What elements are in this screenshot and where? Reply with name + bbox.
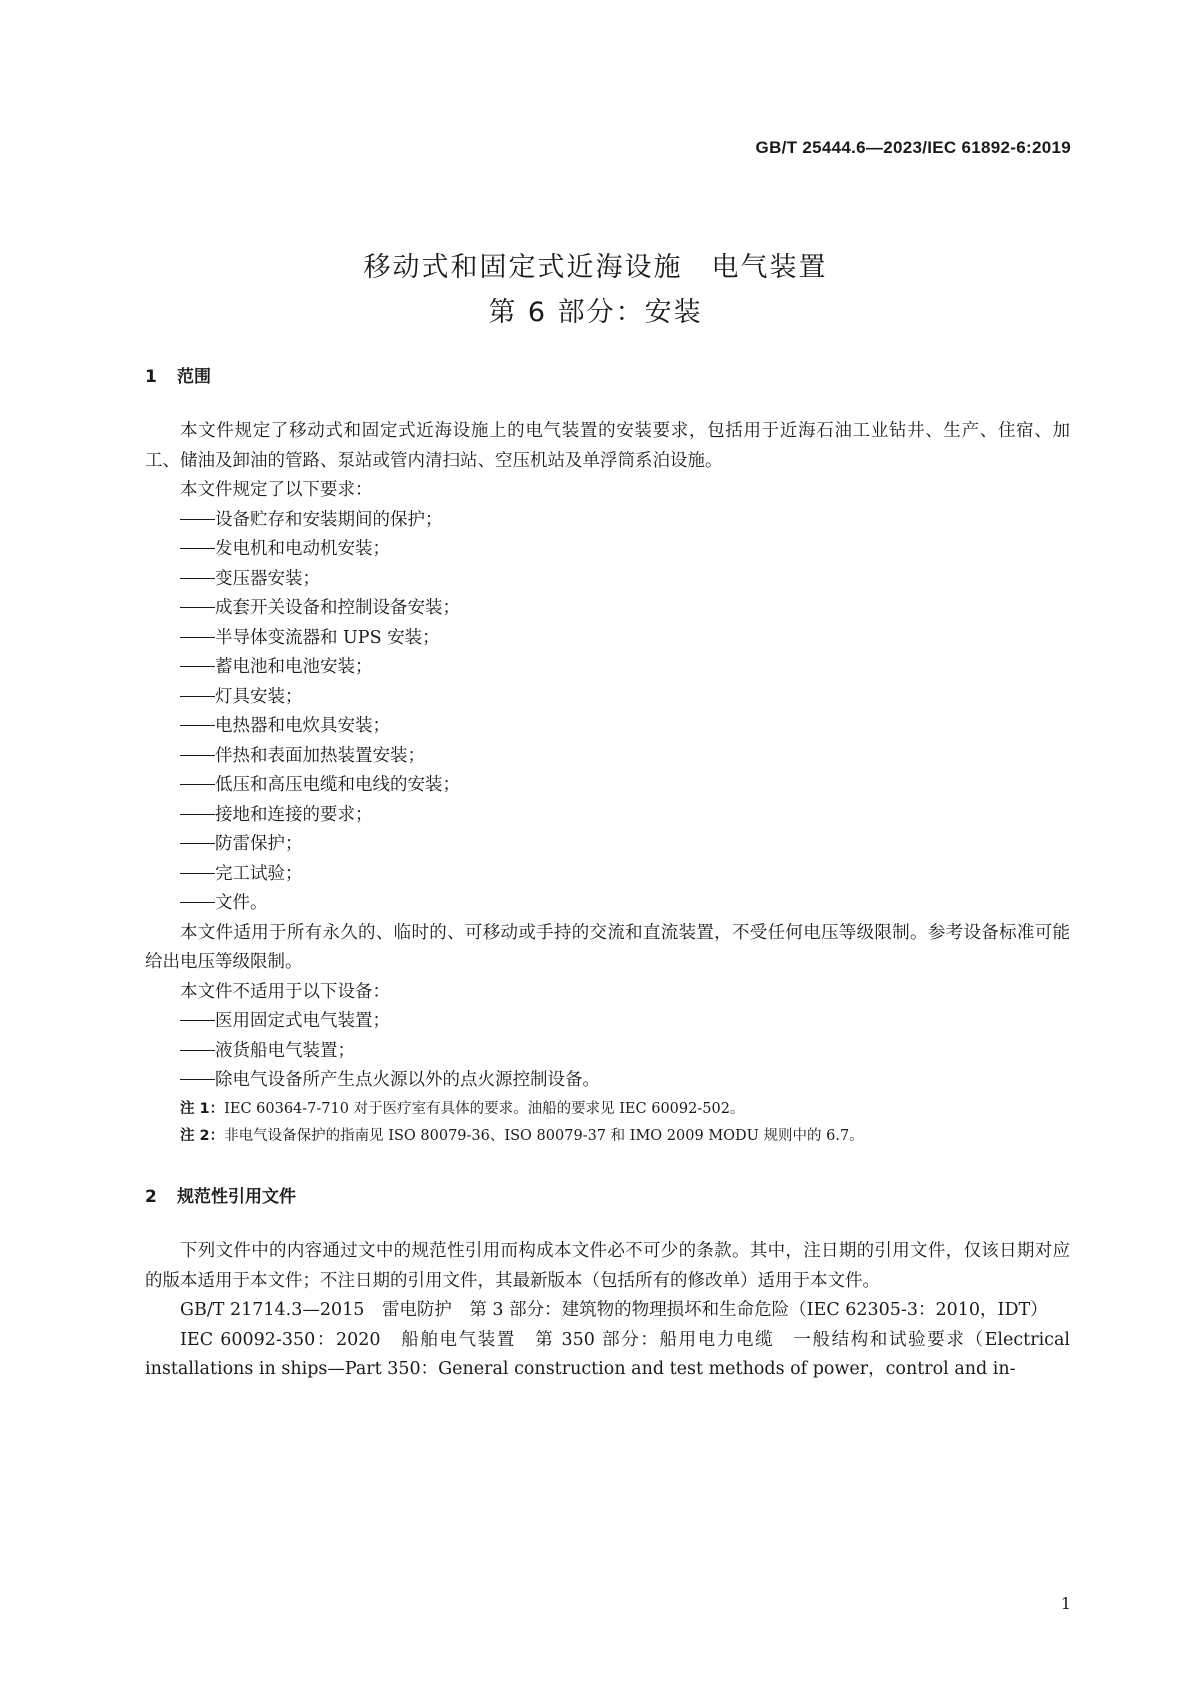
- requirements-list: [145, 506, 1070, 919]
- section-2-body: [145, 1237, 1070, 1385]
- dash-icon: [180, 519, 215, 520]
- dash-icon: [180, 1020, 215, 1021]
- dash-icon: [180, 666, 215, 667]
- list-item: 成套开关设备和控制设备安装；: [145, 594, 1070, 624]
- note-label: 注 2：: [180, 1127, 225, 1144]
- list-item: 发电机和电动机安装；: [145, 535, 1070, 565]
- exclusions-list: [145, 1007, 1070, 1096]
- list-item: 液货船电气装置；: [145, 1037, 1070, 1067]
- list-item: 变压器安装；: [145, 565, 1070, 595]
- section-title: 范围: [177, 367, 211, 387]
- dash-icon: [180, 843, 215, 844]
- document-title: 移动式和固定式近海设施 电气装置: [363, 252, 828, 283]
- list-item: 灯具安装；: [145, 683, 1070, 713]
- section-2-heading: [145, 1182, 296, 1207]
- section-1-heading: [145, 362, 211, 387]
- dash-icon: [180, 784, 215, 785]
- page-number: 1: [1060, 1594, 1071, 1613]
- section-title: 规范性引用文件: [177, 1187, 296, 1207]
- dash-icon: [180, 725, 215, 726]
- dash-icon: [180, 637, 215, 638]
- document-subtitle: 第 6 部分：安装: [488, 297, 703, 328]
- dash-icon: [180, 1079, 215, 1080]
- paragraph: 本文件规定了以下要求：: [180, 480, 373, 500]
- paragraph: 本文件适用于所有永久的、临时的、可移动或手持的交流和直流装置，不受任何电压等级限制。参考设备标准可能给出电压等级限制。: [145, 922, 1070, 972]
- note-text: 非电气设备保护的指南见 ISO 80079-36、ISO 80079-37 和 IMO 2009 MODU 规则中的 6.7。: [224, 1127, 864, 1144]
- list-item: 接地和连接的要求；: [145, 801, 1070, 831]
- note: [145, 1096, 1070, 1123]
- list-item: 伴热和表面加热装置安装；: [145, 742, 1070, 772]
- dash-icon: [180, 696, 215, 697]
- list-item: 半导体变流器和 UPS 安装；: [145, 624, 1070, 654]
- note: [145, 1123, 1070, 1150]
- dash-icon: [180, 1050, 215, 1051]
- list-item: 设备贮存和安装期间的保护；: [145, 506, 1070, 536]
- section-1-body: [145, 417, 1070, 1150]
- standard-code: GB/T 25444.6—2023/IEC 61892-6:2019: [755, 138, 1071, 157]
- dash-icon: [180, 873, 215, 874]
- dash-icon: [180, 578, 215, 579]
- note-label: 注 1：: [180, 1100, 225, 1117]
- section-number: 2: [145, 1187, 157, 1207]
- dash-icon: [180, 755, 215, 756]
- list-item: 低压和高压电缆和电线的安装；: [145, 771, 1070, 801]
- list-item: 医用固定式电气装置；: [145, 1007, 1070, 1037]
- list-item: 电热器和电炊具安装；: [145, 712, 1070, 742]
- paragraph: 本文件规定了移动式和固定式近海设施上的电气装置的安装要求，包括用于近海石油工业钻井、生产、住宿、加工、储油及卸油的管路、泵站或管内清扫站、空压机站及单浮筒系泊设施。: [145, 421, 1070, 471]
- dash-icon: [180, 902, 215, 903]
- paragraph: 下列文件中的内容通过文中的规范性引用而构成本文件必不可少的条款。其中，注日期的引用文件，仅该日期对应的版本适用于本文件；不注日期的引用文件，其最新版本（包括所有的修改单）适用于本文件。: [145, 1241, 1070, 1291]
- list-item: 蓄电池和电池安装；: [145, 653, 1070, 683]
- dash-icon: [180, 548, 215, 549]
- note-text: IEC 60364-7-710 对于医疗室有具体的要求。油船的要求见 IEC 60092-502。: [224, 1100, 745, 1117]
- reference-item: IEC 60092-350：2020 船舶电气装置 第 350 部分：船用电力电缆 一般结构和试验要求（Electrical installations in ships—Part 350：General construction and test methods of power，control and in-: [145, 1329, 1070, 1379]
- section-number: 1: [145, 367, 157, 387]
- list-item: 防雷保护；: [145, 830, 1070, 860]
- paragraph: 本文件不适用于以下设备：: [180, 981, 390, 1002]
- reference-item: GB/T 21714.3—2015 雷电防护 第 3 部分：建筑物的物理损坏和生命危险（IEC 62305-3：2010，IDT）: [180, 1300, 1048, 1320]
- dash-icon: [180, 607, 215, 608]
- list-item: 完工试验；: [145, 860, 1070, 890]
- dash-icon: [180, 814, 215, 815]
- list-item: 文件。: [145, 889, 1070, 919]
- list-item: 除电气设备所产生点火源以外的点火源控制设备。: [145, 1066, 1070, 1096]
